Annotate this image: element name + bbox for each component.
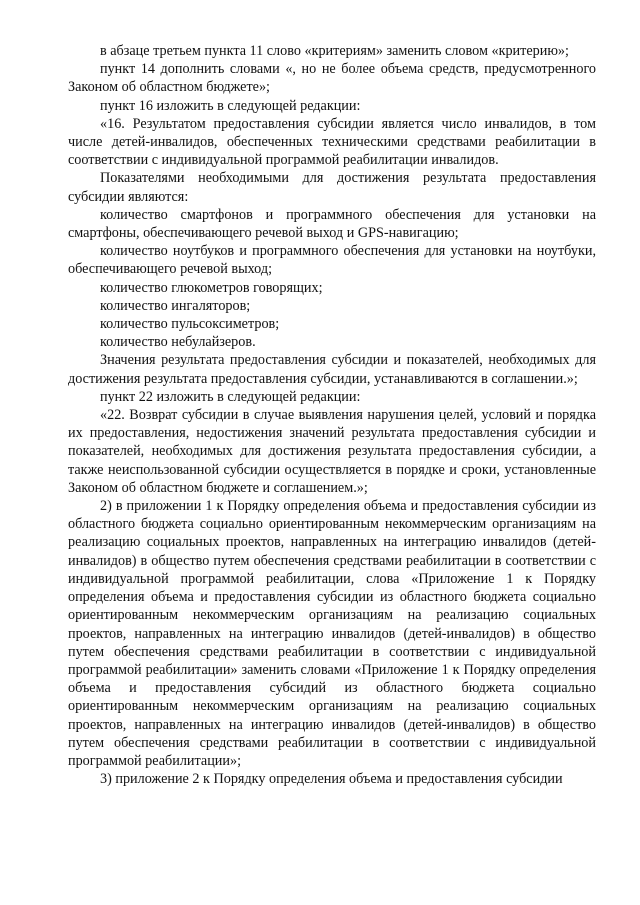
paragraph-item-22-intro: пункт 22 изложить в следующей редакции:: [100, 388, 361, 405]
paragraph-item-11-criteria: в абзаце третьем пункта 11 слово «критериям» заменить словом «критерию»;: [100, 43, 569, 59]
paragraph-item-16-result: «16. Результатом предоставления субсидии является число инвалидов, в том числе детей-инвалидов, обеспеченных техническими средствами реабилитации в соответствии с индивидуальной программой реабилитации инвалидов.: [68, 115, 596, 169]
list-item-laptops: количество ноутбуков и программного обеспечения для установки на ноутбуки, обеспечивающего речевой выход;: [68, 243, 596, 278]
list-item-smartphones: количество смартфонов и программного обеспечения для установки на смартфоны, обеспечивающего речевой выход и GPS-навигацию;: [68, 206, 596, 242]
paragraph-item-22-refund: «22. Возврат субсидии в случае выявления нарушения целей, условий и порядка их предоставления, недостижения значений результата предоставления субсидии и показателей, необходимых для достижения результата предоставления субсидии, а также неиспользованной субсидии осуществляется в порядке и сроки, установленные Законом об областном бюджете и соглашением.»;: [68, 407, 596, 496]
list-item-nebulizers: количество небулайзеров.: [100, 334, 256, 351]
list-item-inhalers: количество ингаляторов;: [100, 297, 251, 314]
list-item-glucometers: количество глюкометров говорящих;: [100, 279, 323, 296]
paragraph-appendix-2: 3) приложение 2 к Порядку определения объема и предоставления субсидии: [100, 771, 563, 788]
document-page: [68, 42, 596, 788]
paragraph-values-agreement: Значения результата предоставления субсидии и показателей, необходимых для достижения результата предоставления субсидии, устанавливаются в соглашении.»;: [68, 352, 596, 387]
paragraph-indicators-intro: Показателями необходимыми для достижения результата предоставления субсидии являются:: [68, 170, 596, 205]
list-item-pulse-oximeters: количество пульсоксиметров;: [100, 316, 280, 333]
paragraph-item-16-intro: пункт 16 изложить в следующей редакции:: [100, 97, 361, 114]
paragraph-item-14-amendment: пункт 14 дополнить словами «, но не более объема средств, предусмотренного Законом об областном бюджете»;: [68, 61, 596, 96]
paragraph-appendix-1: 2) в приложении 1 к Порядку определения объема и предоставления субсидии из областного бюджета социально ориентированным некоммерческим организациям на реализацию социальных проектов, направленных на интеграцию инвалидов (детей-инвалидов) в общество путем обеспечения средствами реабилитации в соответствии с индивидуальной программой реабилитации, слова «Приложение 1 к Порядку определения объема и предоставления субсидии из областного бюджета социально ориентированным некоммерческим организациям на реализацию социальных проектов, направленных на интеграцию инвалидов (детей-инвалидов) в общество путем обеспечения средствами реабилитации в соответствии с индивидуальной программой реабилитации» заменить словами «Приложение 1 к Порядку определения объема и предоставления субсидий из областного бюджета социально ориентированным некоммерческим организациям на реализацию социальных проектов, направленных на интеграцию инвалидов (детей-инвалидов) в общество путем обеспечения средствами реабилитации в соответствии с индивидуальной программой реабилитации»;: [68, 498, 596, 769]
